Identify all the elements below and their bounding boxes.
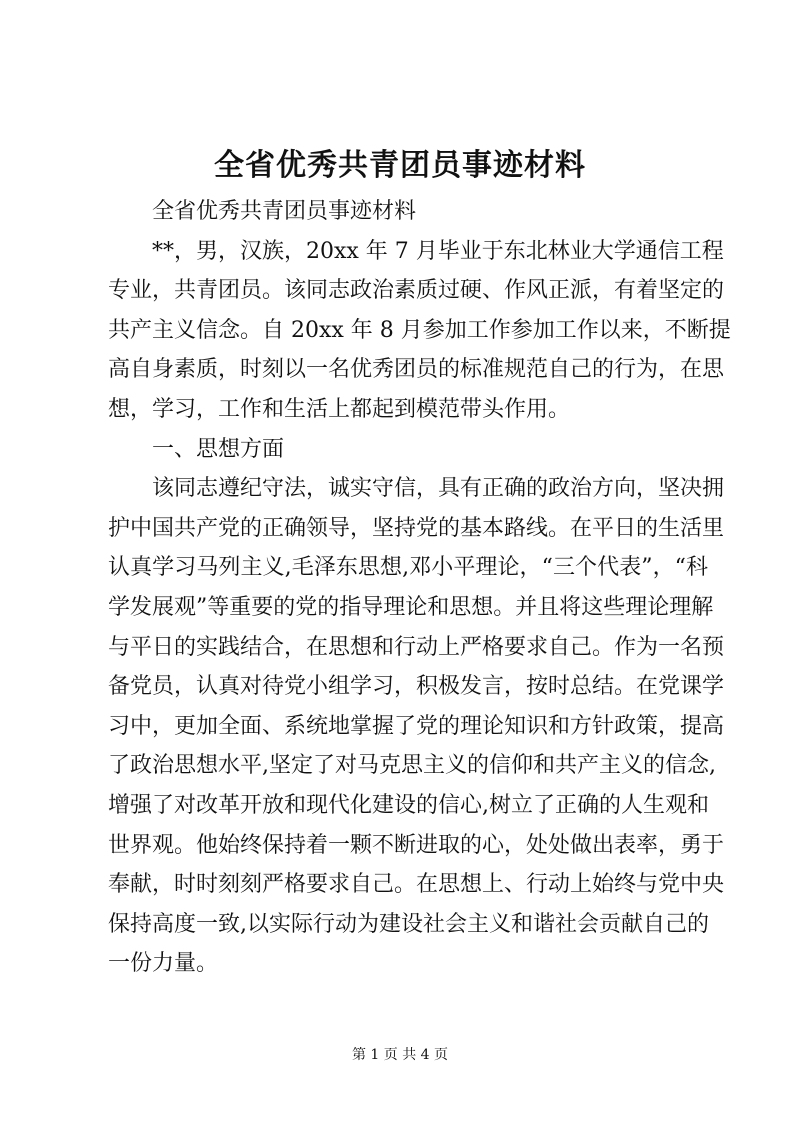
paragraph-line: 备党员，认真对待党小组学习，积极发言，按时总结。在党课学 xyxy=(108,674,725,700)
paragraph-line: 专业，共青团员。该同志政治素质过硬、作风正派，有着坚定的 xyxy=(108,278,725,304)
paragraph-line: 增强了对改革开放和现代化建设的信心,树立了正确的人生观和 xyxy=(108,792,709,818)
paragraph-line: 了政治思想水平,坚定了对马克思主义的信仰和共产主义的信念, xyxy=(108,753,716,779)
paragraph-line: 认真学习马列主义,毛泽东思想,邓小平理论，“三个代表”，“科 xyxy=(108,555,708,581)
page-number-footer: 第 1 页 共 4 页 xyxy=(351,1047,449,1063)
document-title: 全省优秀共青团员事迹材料 xyxy=(214,148,586,183)
paragraph-line: 学发展观”等重要的党的指导理论和思想。并且将这些理论理解 xyxy=(108,594,714,620)
paragraph-line: 共产主义信念。自 20xx 年 8 月参加工作参加工作以来，不断提 xyxy=(108,317,731,343)
paragraph-line: 奉献，时时刻刻严格要求自己。在思想上、行动上始终与党中央 xyxy=(108,872,725,898)
paragraph-line: 想，学习，工作和生活上都起到模范带头作用。 xyxy=(108,396,571,422)
paragraph-line: 与平日的实践结合，在思想和行动上严格要求自己。作为一名预 xyxy=(108,634,725,660)
paragraph-line: 一份力量。 xyxy=(108,951,219,977)
paragraph-line: 习中，更加全面、系统地掌握了党的理论知识和方针政策，提高 xyxy=(108,713,725,739)
subtitle-line: 全省优秀共青团员事迹材料 xyxy=(152,199,417,224)
paragraph-line: 高自身素质，时刻以一名优秀团员的标准规范自己的行为，在思 xyxy=(108,357,725,383)
paragraph-line: 保持高度一致,以实际行动为建设社会主义和谐社会贡献自己的 xyxy=(108,911,709,937)
paragraph-line: 该同志遵纪守法，诚实守信，具有正确的政治方向，坚决拥 xyxy=(152,476,725,502)
paragraph-line: **，男，汉族，20xx 年 7 月毕业于东北林业大学通信工程 xyxy=(152,238,724,264)
section-heading: 一、思想方面 xyxy=(152,436,285,462)
paragraph-line: 护中国共产党的正确领导，坚持党的基本路线。在平日的生活里 xyxy=(108,515,725,541)
paragraph-line: 世界观。他始终保持着一颗不断进取的心，处处做出表率，勇于 xyxy=(108,832,725,858)
document-body xyxy=(108,192,731,984)
